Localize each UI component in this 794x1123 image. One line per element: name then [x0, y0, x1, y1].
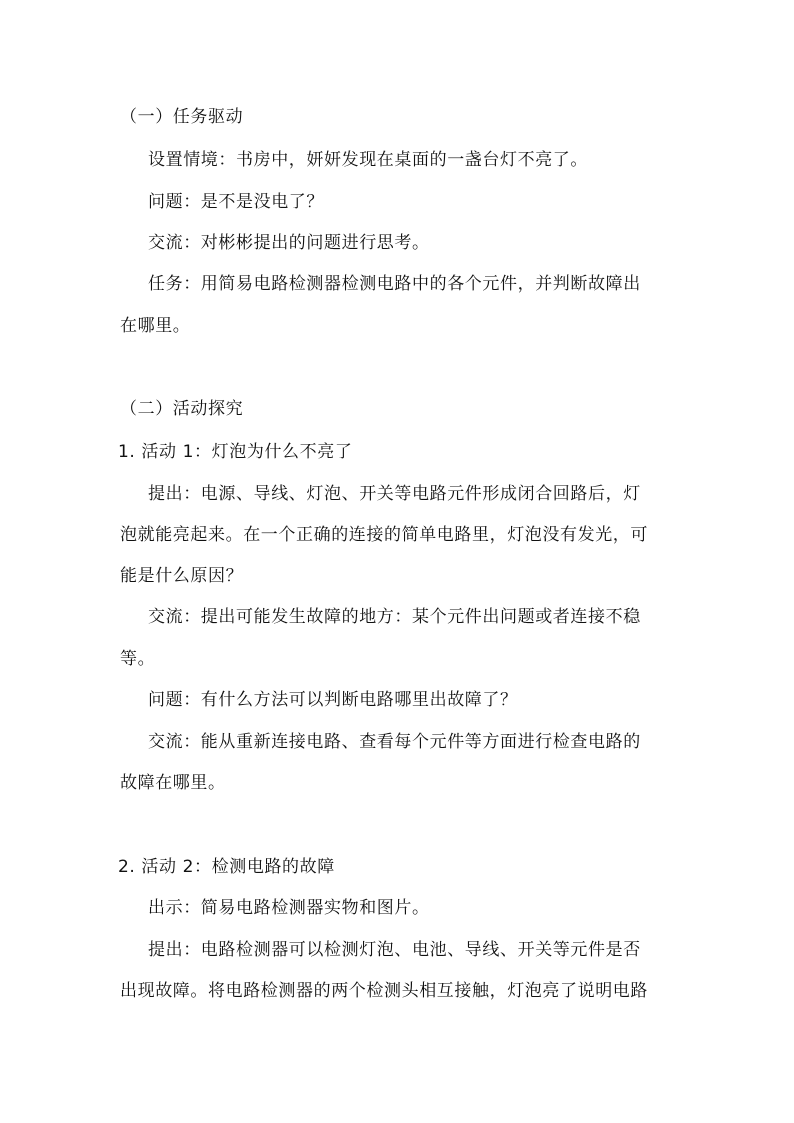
activity1-propose-line: 提出：电源、导线、灯泡、开关等电路元件形成闭合回路后，灯 [148, 484, 641, 504]
question-paragraph: 问题：是不是没电了？ [148, 192, 324, 212]
activity1-exchange-line: 故障在哪里。 [120, 773, 226, 793]
exchange-paragraph: 交流：对彬彬提出的问题进行思考。 [148, 233, 430, 253]
activity1-question: 问题：有什么方法可以判断电路哪里出故障了？ [148, 690, 518, 710]
scenario-paragraph: 设置情境：书房中，妍妍发现在桌面的一盏台灯不亮了。 [148, 150, 588, 170]
section-heading-activity-inquiry: （二）活动探究 [120, 399, 244, 419]
activity2-propose-line: 提出：电路检测器可以检测灯泡、电池、导线、开关等元件是否 [148, 940, 641, 960]
activity1-title: 1. 活动 1：灯泡为什么不亮了 [118, 442, 353, 462]
activity1-exchange-line: 交流：提出可能发生故障的地方：某个元件出问题或者连接不稳 [148, 607, 641, 627]
activity1-propose-line: 能是什么原因？ [120, 566, 244, 586]
activity1-exchange-line: 等。 [120, 649, 156, 669]
activity2-propose-line: 出现故障。将电路检测器的两个检测头相互接触，灯泡亮了说明电路 [120, 981, 648, 1001]
task-paragraph-line: 任务：用简易电路检测器检测电路中的各个元件，并判断故障出 [148, 274, 641, 294]
activity1-exchange-line: 交流：能从重新连接电路、查看每个元件等方面进行检查电路的 [148, 732, 641, 752]
section-heading-task-driven: （一）任务驱动 [120, 107, 244, 127]
activity2-title: 2. 活动 2：检测电路的故障 [118, 857, 335, 877]
activity1-propose-line: 泡就能亮起来。在一个正确的连接的简单电路里，灯泡没有发光，可 [120, 525, 648, 545]
activity2-show-line: 出示：简易电路检测器实物和图片。 [148, 898, 430, 918]
task-paragraph-line: 在哪里。 [120, 316, 191, 336]
